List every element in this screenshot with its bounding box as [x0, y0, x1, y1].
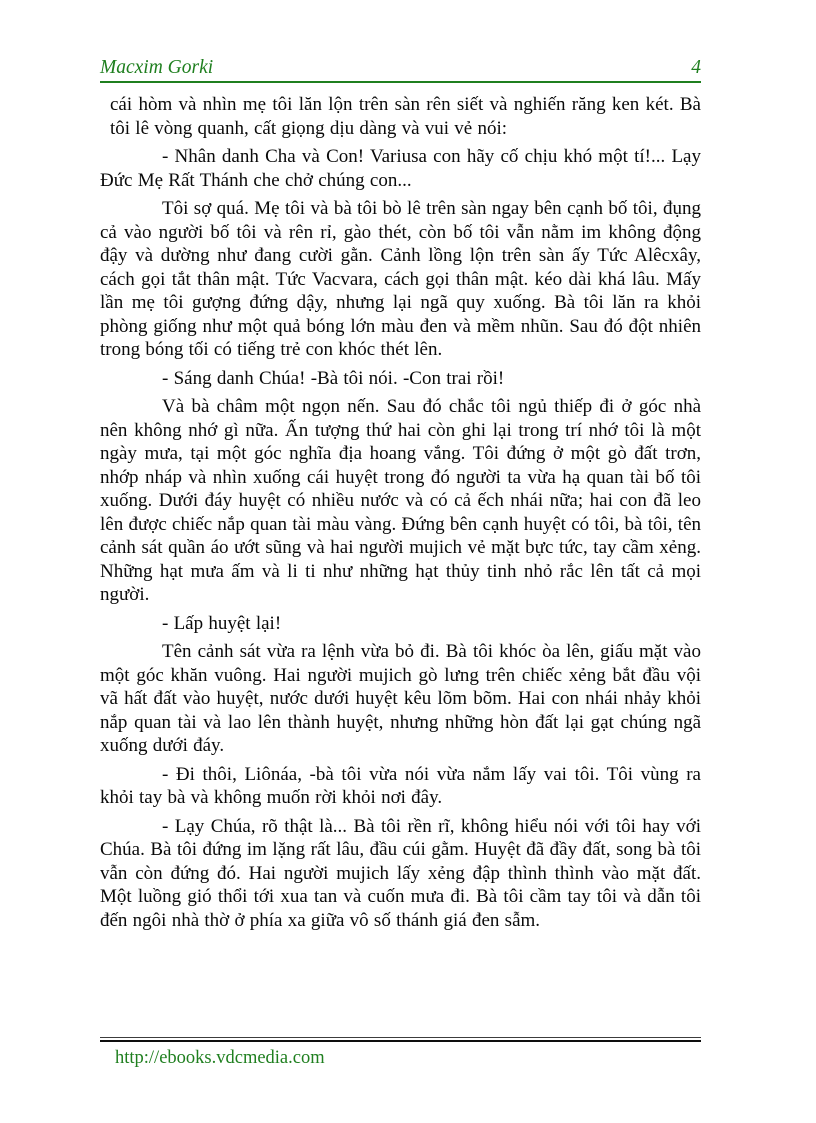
paragraph-dialogue: - Lấp huyệt lại!: [162, 612, 282, 634]
page-header: [100, 57, 701, 83]
paragraph-continuation: cái hòm và nhìn mẹ tôi lăn lộn trên sàn rên siết và nghiến răng ken két. Bà tôi lê vòng quanh, cất giọng dịu dàng và vui vẻ nói:: [110, 94, 701, 139]
page-number: 4: [691, 57, 701, 78]
running-header-title: Macxim Gorki: [100, 57, 214, 78]
paragraph: Và bà châm một ngọn nến. Sau đó chắc tôi ngủ thiếp đi ở góc nhà nên không nhớ gì nữa. Ấn tượng thứ hai còn ghi lại trong trí nhớ tôi là một ngày mưa, tại một góc nghĩa địa hoang vắng. Tôi đứng ở một gò đất trơn, nhớp nháp và nhìn xuống cái huyệt trong đó người ta vừa hạ quan tài bố tôi xuống. Dưới đáy huyệt có nhiều nước và có cả ếch nhái nữa; hai con đã leo lên được chiếc nắp quan tài màu vàng. Đứng bên cạnh huyệt có tôi, bà tôi, tên cảnh sát quần áo ướt sũng và hai người mujich vẻ mặt bực tức, tay cầm xẻng. Những hạt mưa ấm và li ti như những hạt thủy tinh nhỏ rắc lên tất cả mọi người.: [100, 396, 701, 605]
page-footer: [100, 1037, 701, 1069]
paragraph-dialogue: - Sáng danh Chúa! -Bà tôi nói. -Con trai rồi!: [162, 367, 505, 389]
paragraph-dialogue: - Đi thôi, Liônáa, -bà tôi vừa nói vừa nắm lấy vai tôi. Tôi vùng ra khỏi tay bà và không muốn rời khỏi nơi đây.: [100, 763, 701, 808]
footer-rule-thick: [100, 1040, 701, 1042]
paragraph: - Lạy Chúa, rõ thật là... Bà tôi rền rĩ, không hiểu nói với tôi hay với Chúa. Bà tôi đứng im lặng rất lâu, đầu cúi gằm. Huyệt đã đầy đất, song bà tôi vẫn còn đứng đó. Hai người mujich lấy xẻng đập thình thình vào mặt đất. Một luồng gió thổi tới xua tan và cuốn mưa đi. Bà tôi cầm tay tôi và dẫn tôi đến ngôi nhà thờ ở phía xa giữa vô số thánh giá đen sẫm.: [100, 815, 701, 931]
paragraph: Tên cảnh sát vừa ra lệnh vừa bỏ đi. Bà tôi khóc òa lên, giấu mặt vào một góc khăn vuông. Hai người mujich gò lưng trên chiếc xẻng bắt đầu vội vã hất đất vào huyệt, nước dưới huyệt kêu lõm bõm. Hai con nhái nhảy khỏi nắp quan tài và lao lên thành huyệt, nhưng những hòn đất lại gạt chúng ngã xuống dưới đáy.: [100, 641, 701, 756]
paragraph: Tôi sợ quá. Mẹ tôi và bà tôi bò lê trên sàn ngay bên cạnh bố tôi, đụng cả vào người bố tôi và rên rỉ, gào thét, còn bố tôi vẫn nằm im không động đậy và dường như đang cười gằn. Cảnh lồng lộn trên sàn ấy Tức Alêcxây, cách gọi tắt thân mật. Tức Vacvara, cách gọi thân mật. kéo dài khá lâu. Mấy lần mẹ tôi gượng đứng dậy, nhưng lại ngã quy xuống. Bà tôi lăn ra khỏi phòng giống như một quả bóng lớn màu đen và mềm nhũn. Sau đó đột nhiên trong bóng tối có tiếng trẻ con khóc thét lên.: [100, 198, 701, 360]
paragraph-dialogue: - Nhân danh Cha và Con! Variusa con hãy cố chịu khó một tí!... Lạy Đức Mẹ Rất Thánh che chở chúng con...: [100, 146, 701, 191]
footer-url-link[interactable]: http://ebooks.vdcmedia.com: [115, 1048, 325, 1068]
body-text-block: [100, 93, 701, 937]
